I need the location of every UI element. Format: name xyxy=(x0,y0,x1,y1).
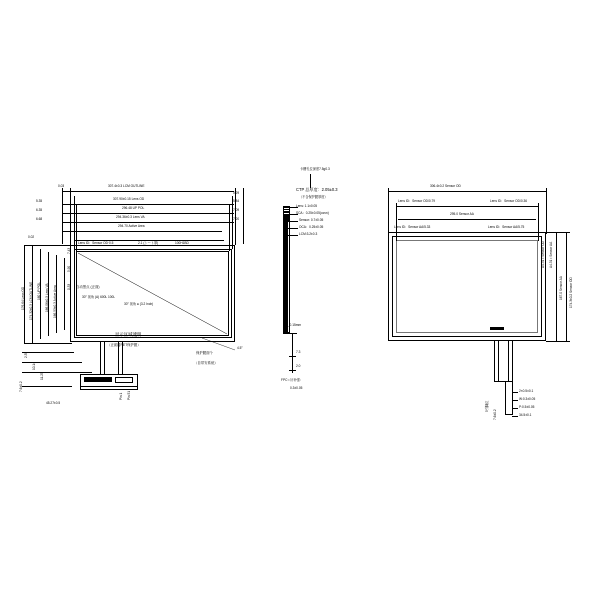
front-diagonal xyxy=(76,251,229,336)
back-bond-pad xyxy=(490,327,504,330)
back-dim-76: 7.6±0.2 xyxy=(493,409,497,420)
back-note-aa-right: A4.31 • Sensor AA xyxy=(549,241,553,268)
side-dim-oca: OCA：0.25±0.05 xyxy=(299,225,324,229)
front-dim-11: 7.20 xyxy=(233,217,240,221)
front-pin1-label: Pin 1 xyxy=(119,392,123,400)
front-dim-0: 0.03 xyxy=(58,184,65,188)
front-dim-13: Lens ID：Sensor OD·0.5 xyxy=(78,241,114,245)
front-dim-1: 307.4±0.3 LCM OUTLINE xyxy=(108,184,145,188)
back-note-lensid-aa-left: Lens ID：Sensor AA/5.33 xyxy=(394,225,431,229)
back-sensor-inner xyxy=(396,240,538,333)
side-dim-sensor: Sensor: 0.7±0.05 xyxy=(299,218,324,222)
front-left-dim-3: 0.33 xyxy=(67,283,71,290)
side-dim-stiffener: 0.3±0.05 xyxy=(290,386,303,390)
front-dim-14: 2.1 (シート厚) xyxy=(138,241,159,245)
side-dim-gap: 0_0.15mm xyxy=(286,323,302,327)
side-dim-ctp-total: CTP 总厚度：2.05±0.3 xyxy=(296,187,338,192)
front-connector-ic xyxy=(115,377,133,383)
front-left-dim-8: 166.53±0.3 Active Area xyxy=(53,285,57,318)
front-note-angle: 4.5° xyxy=(237,346,243,350)
front-dim-5: 5.84 xyxy=(233,199,240,203)
front-bottom-dim-1: 10.14 xyxy=(32,362,36,370)
back-note-lensid-od-right: Lens ID：Sensor OD/0.36 xyxy=(490,199,528,203)
back-note-pin-position: 5引脚位 xyxy=(485,400,489,412)
front-dim-8: 7.09 xyxy=(233,208,240,212)
front-bottom-dim-0: 2.35 xyxy=(24,351,28,358)
back-dim-sensor-od: 306.4±0.2 Sensor OD xyxy=(430,184,461,188)
front-note-pet-film: （正面覆PET保护膜） xyxy=(107,343,141,347)
front-dim-2: 0.29 xyxy=(233,191,240,195)
back-fpc-pad xyxy=(505,381,513,415)
front-left-dim-0: 0.02 xyxy=(28,235,35,239)
front-note-viewangle: 30° 视角 ● (3.2 Inch) xyxy=(124,302,154,306)
front-dim-15: 100H1BD xyxy=(175,241,189,245)
front-dim-10: 294.36±0.3 Lens VA xyxy=(116,215,145,219)
side-note-fpc-stiffener: FPC☆针补强： xyxy=(281,378,303,382)
front-dim-3: 5.35 xyxy=(36,199,43,203)
front-connector-pins xyxy=(84,377,112,382)
front-note-viewangle-detail: 30° 视角 (A) 600L 100L xyxy=(82,295,116,299)
front-dim-7: 296.48 UP POL xyxy=(122,206,145,210)
back-note-lensid-od-left: Lens ID：Sensor OD/0.79 xyxy=(398,199,436,203)
front-left-dim-6: 160 UP POL xyxy=(37,282,41,300)
side-dim-sca: SCA：0.25±0.05(ocvn) xyxy=(296,211,329,215)
front-left-dim-7: 166.06±0.3 Lens VA xyxy=(45,283,49,312)
front-dim-9: 6.68 xyxy=(36,217,43,221)
side-module-outline xyxy=(283,206,290,333)
back-dim-pitch-2: P:0.5±0.05 xyxy=(519,405,535,409)
front-left-dim-4: 176.64 Lens OD xyxy=(21,286,25,310)
side-dim-ctp-note: （不含保护膜厚度） xyxy=(299,195,328,199)
front-bottom-dim-4: 45.27±0.5 xyxy=(46,401,61,405)
back-note-od-right: A4.31 • Sensor OD xyxy=(541,241,545,268)
front-left-dim-1: 7.43 xyxy=(67,247,71,254)
front-dim-4: 307.90±0.15 Lens OD xyxy=(113,197,145,201)
side-fpc-tail xyxy=(292,333,293,373)
back-dim-sensor-aa: 295.0 Sensor AA xyxy=(450,212,474,216)
back-dim-width: W:0.3±0.05 xyxy=(519,397,536,401)
front-left-dim-2: 5.90 xyxy=(67,265,71,272)
front-dim-12: 294.70 Active Area xyxy=(118,224,145,228)
side-note-slot: 卡槽孔位深度7.5g0.3 xyxy=(300,167,330,171)
front-leader-line xyxy=(200,336,240,358)
back-dim-length: 34.5±0.1 xyxy=(519,413,532,417)
side-dim-20: 2.0 xyxy=(296,364,301,368)
side-dim-73: 7.3 xyxy=(296,350,301,354)
back-dim-pitch-1: 2×0.5±0.1 xyxy=(519,389,534,393)
back-dim-sensor-aa-v: 167.0 Sensor AA xyxy=(559,276,563,300)
front-left-dim-5: 174.32±0.3 LCM OUTLINE xyxy=(29,281,33,320)
back-note-lensid-aa-right: Lens ID：Sensor AA/5.75 xyxy=(488,225,525,229)
front-note-system: （自带安系统） xyxy=(194,361,218,365)
front-bottom-dim-3: 7.6±0.2 xyxy=(19,381,23,392)
side-dim-lens: Lens: 1.1±0.05 xyxy=(296,204,318,208)
front-note-transparent: 显示区域透明 xyxy=(115,332,142,337)
side-dim-lcm: LCM:3.2±0.3 xyxy=(299,232,318,236)
front-dim-6: 6.35 xyxy=(36,208,43,212)
front-note-black-dot: 自动黑点 (正面) xyxy=(76,285,100,289)
front-bottom-dim-2: 11.25 xyxy=(40,372,44,380)
back-dim-sensor-od-v: 174.3±0.2 Sensor OD xyxy=(569,277,573,308)
front-pin51-label: Pin 51 xyxy=(127,390,131,400)
front-note-film-side: 保护膜面个 xyxy=(196,351,213,355)
